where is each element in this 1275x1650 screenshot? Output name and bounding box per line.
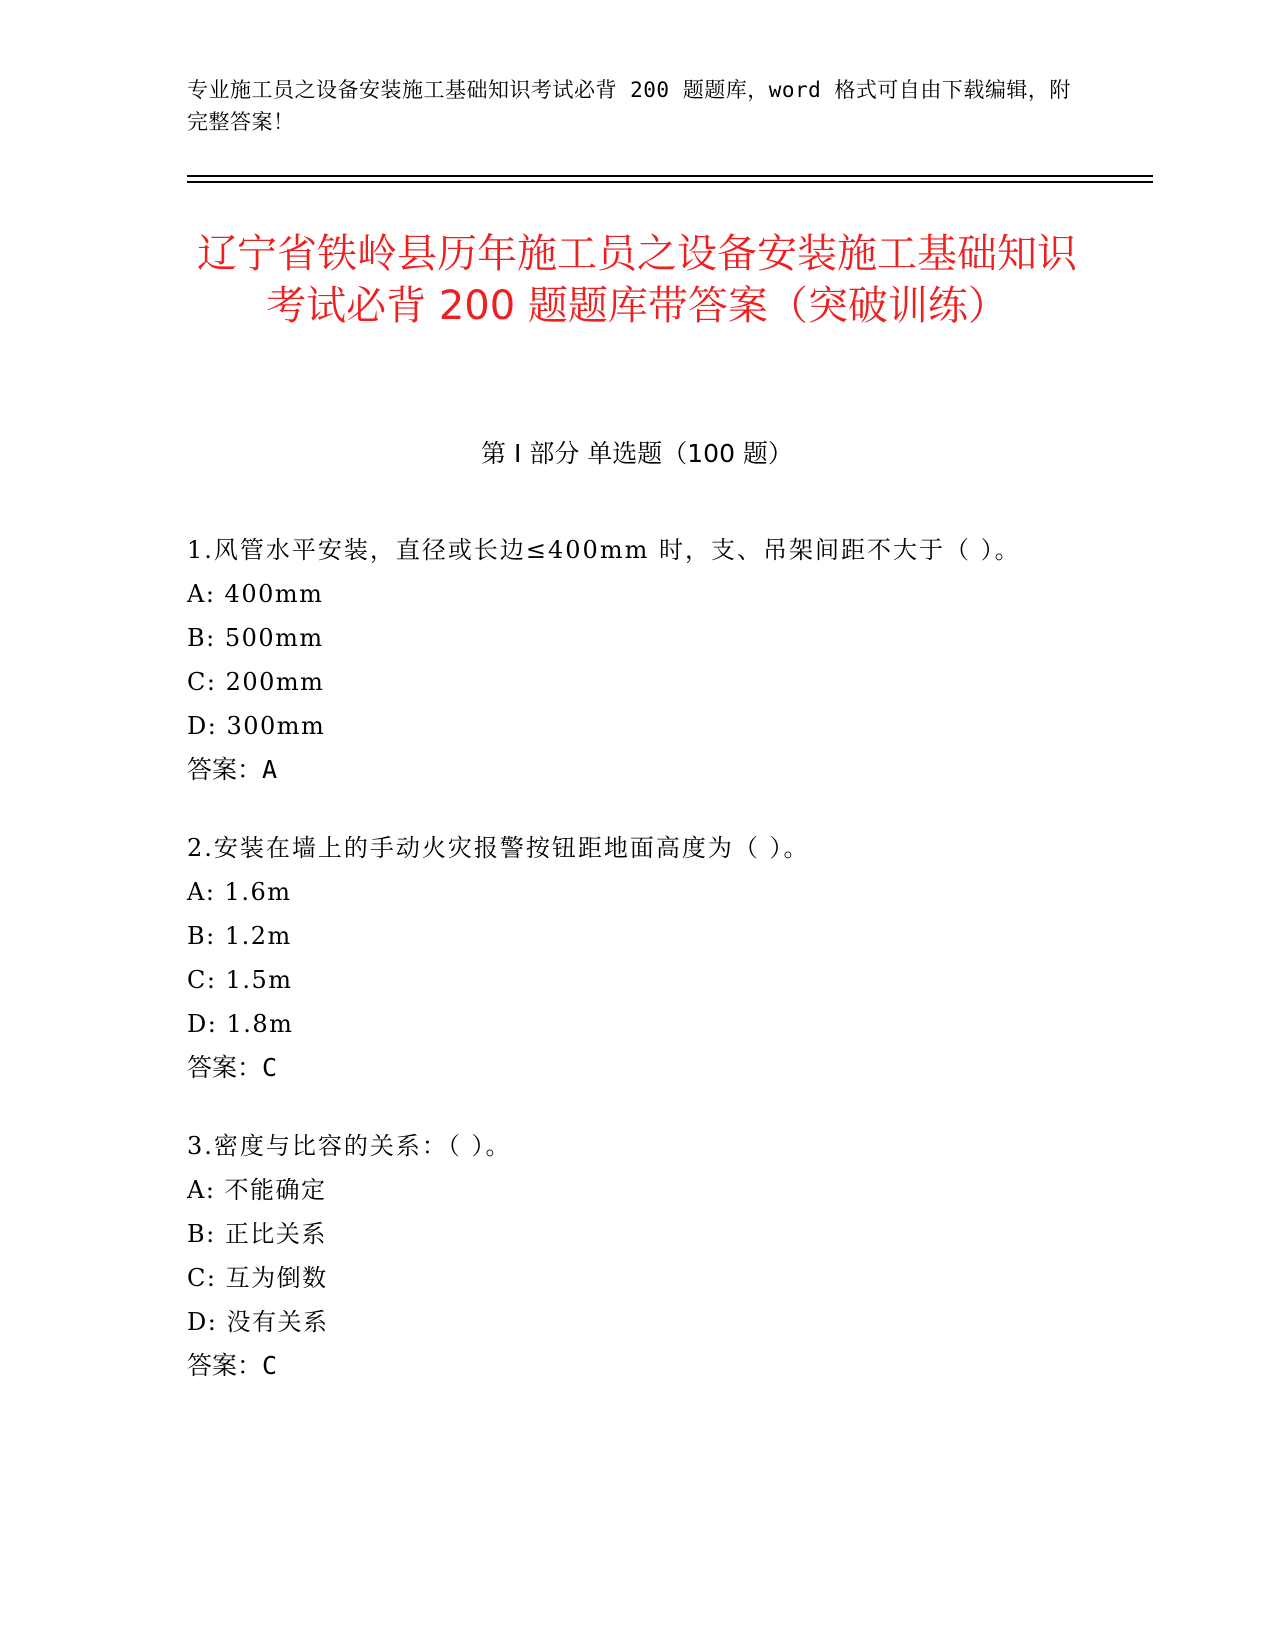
option-d: D: 没有关系: [187, 1308, 329, 1336]
header-divider-thin: [187, 175, 1153, 177]
option-a: A: 1.6m: [187, 878, 292, 906]
option-c: C: 1.5m: [187, 966, 293, 994]
question-stem: 3.密度与比容的关系：（ ）。: [187, 1132, 512, 1160]
header-divider-thick: [187, 181, 1153, 183]
answer-value: A: [262, 755, 278, 784]
answer-line: [187, 1046, 1087, 1090]
question-list: [187, 528, 1087, 1422]
option-d: D: 300mm: [187, 712, 326, 740]
answer-line: [187, 1344, 1087, 1388]
answer-value: C: [262, 1053, 278, 1082]
option-b: B: 1.2m: [187, 922, 292, 950]
answer-line: [187, 748, 1087, 792]
question-3: [187, 1124, 1087, 1388]
section-heading: 第 I 部分 单选题（100 题）: [481, 439, 793, 468]
question-stem: 2.安装在墙上的手动火灾报警按钮距地面高度为（ ）。: [187, 834, 810, 862]
option-d: D: 1.8m: [187, 1010, 294, 1038]
option-a: A: 400mm: [187, 580, 324, 608]
option-c: C: 互为倒数: [187, 1264, 328, 1292]
question-stem: 1.风管水平安装，直径或长边≤400mm 时，支、吊架间距不大于（ ）。: [187, 536, 1021, 564]
question-1: [187, 528, 1087, 792]
answer-label: 答案：: [187, 1053, 263, 1082]
answer-label: 答案：: [187, 1351, 263, 1380]
answer-value: C: [262, 1351, 278, 1380]
answer-label: 答案：: [187, 755, 263, 784]
option-b: B: 500mm: [187, 624, 324, 652]
option-a: A: 不能确定: [187, 1176, 327, 1204]
option-c: C: 200mm: [187, 668, 325, 696]
question-2: [187, 826, 1087, 1090]
document-title: 辽宁省铁岭县历年施工员之设备安装施工基础知识考试必背 200 题题库带答案（突破训练）: [197, 231, 1077, 329]
option-b: B: 正比关系: [187, 1220, 327, 1248]
header-note: 专业施工员之设备安装施工基础知识考试必背 200 题题库，word 格式可自由下载编辑，附完整答案！: [187, 78, 1071, 134]
